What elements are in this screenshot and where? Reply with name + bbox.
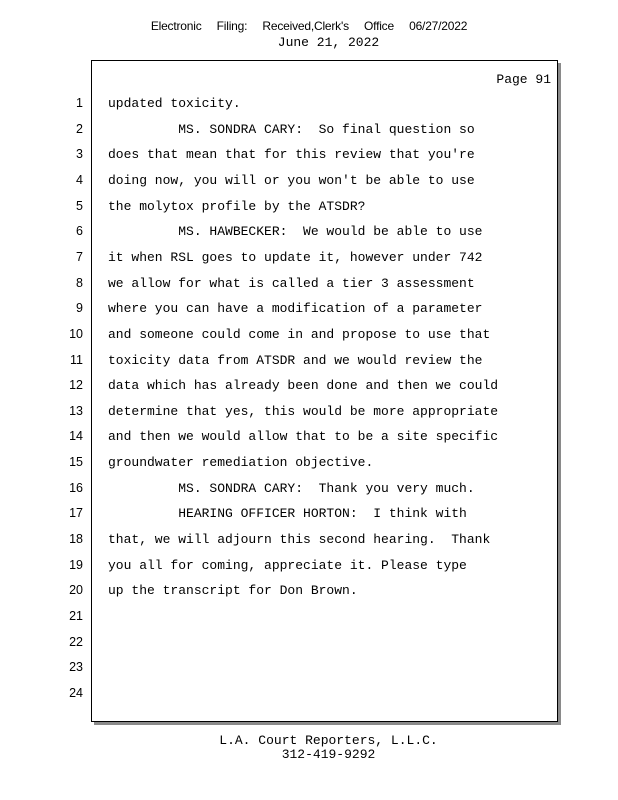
line-number: 2 xyxy=(76,122,83,136)
line-number: 22 xyxy=(69,635,83,649)
line-number: 12 xyxy=(69,378,83,392)
footer-company: L.A. Court Reporters, L.L.C. xyxy=(219,733,438,748)
transcript-line: where you can have a modification of a parameter xyxy=(108,301,483,316)
transcript-line: up the transcript for Don Brown. xyxy=(108,583,358,598)
stamp-filing: Filing: xyxy=(216,19,248,33)
transcript-line: data which has already been done and then we could xyxy=(108,378,499,393)
line-number: 21 xyxy=(69,609,83,623)
transcript-line: we allow for what is called a tier 3 assessment xyxy=(108,276,475,291)
stamp-office: Office xyxy=(364,19,394,33)
page-number: Page 91 xyxy=(496,72,551,87)
transcript-line: and then we would allow that to be a site specific xyxy=(108,429,499,444)
line-number: 23 xyxy=(69,660,83,674)
transcript-line: doing now, you will or you won't be able to use xyxy=(108,173,475,188)
line-number: 10 xyxy=(69,327,83,341)
transcript-line: MS. SONDRA CARY: So final question so xyxy=(108,122,475,137)
line-number: 7 xyxy=(76,250,83,264)
line-number: 20 xyxy=(69,583,83,597)
transcript-line: updated toxicity. xyxy=(108,96,241,111)
transcript-line: determine that yes, this would be more appropriate xyxy=(108,404,499,419)
line-number: 9 xyxy=(76,301,83,315)
line-number: 6 xyxy=(76,224,83,238)
line-number: 3 xyxy=(76,147,83,161)
line-number: 19 xyxy=(69,558,83,572)
footer-phone: 312-419-9292 xyxy=(281,747,376,762)
line-number: 11 xyxy=(70,353,83,367)
transcript-line: the molytox profile by the ATSDR? xyxy=(108,199,366,214)
transcript-line: MS. SONDRA CARY: Thank you very much. xyxy=(108,481,475,496)
line-number: 1 xyxy=(76,96,83,110)
hearing-date: June 21, 2022 xyxy=(277,35,380,50)
transcript-line: and someone could come in and propose to use that xyxy=(108,327,491,342)
line-number: 5 xyxy=(76,199,83,213)
transcript-line: toxicity data from ATSDR and we would review the xyxy=(108,353,483,368)
line-number: 14 xyxy=(69,429,83,443)
line-number: 13 xyxy=(69,404,83,418)
stamp-electronic: Electronic xyxy=(150,19,202,33)
transcript-line: groundwater remediation objective. xyxy=(108,455,374,470)
line-number: 8 xyxy=(76,276,83,290)
line-number: 15 xyxy=(69,455,83,469)
filing-stamp xyxy=(0,19,618,33)
line-number: 17 xyxy=(69,506,83,520)
transcript-line: MS. HAWBECKER: We would be able to use xyxy=(108,224,483,239)
transcript-line: that, we will adjourn this second hearing. Thank xyxy=(108,532,491,547)
stamp-received: Received,Clerk's xyxy=(262,19,349,33)
line-number: 4 xyxy=(76,173,83,187)
transcript-line: HEARING OFFICER HORTON: I think with xyxy=(108,506,467,521)
transcript-line: does that mean that for this review that you're xyxy=(108,147,475,162)
transcript-line: you all for coming, appreciate it. Please type xyxy=(108,558,467,573)
line-number: 24 xyxy=(69,686,83,700)
line-number: 18 xyxy=(69,532,83,546)
line-number: 16 xyxy=(69,481,83,495)
transcript-line: it when RSL goes to update it, however under 742 xyxy=(108,250,483,265)
stamp-date: 06/27/2022 xyxy=(409,19,468,33)
